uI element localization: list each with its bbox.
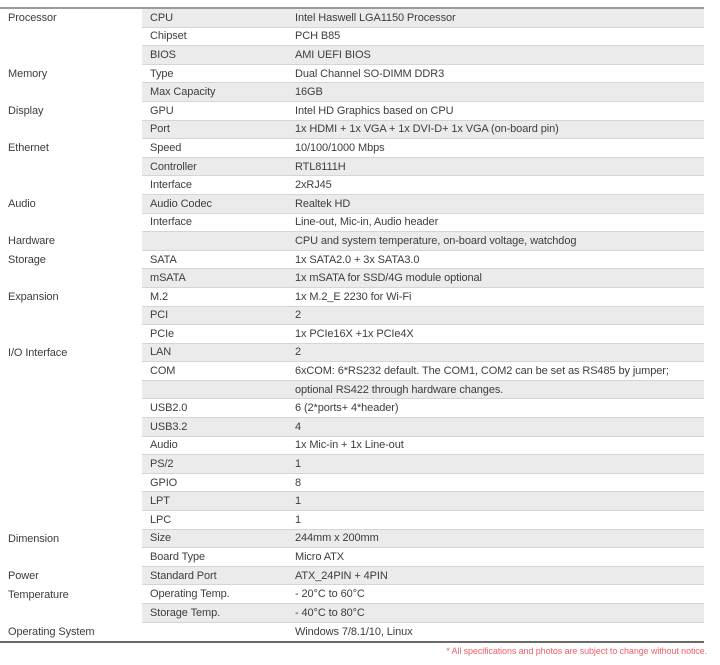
category-cell xyxy=(0,548,142,567)
spec-row xyxy=(0,325,704,344)
item-cell: Standard Port xyxy=(150,569,217,582)
item-cell: M.2 xyxy=(150,290,169,303)
category-cell xyxy=(0,46,142,65)
row-body xyxy=(142,158,704,177)
spec-row xyxy=(0,9,704,28)
item-cell: Interface xyxy=(150,216,192,229)
value-cell: 6xCOM: 6*RS232 default. The COM1, COM2 can be set as RS485 by jumper; xyxy=(295,365,669,378)
item-cell: GPU xyxy=(150,104,174,117)
category-cell xyxy=(0,362,142,381)
spec-row xyxy=(0,567,704,586)
item-cell: COM xyxy=(150,365,176,378)
value-cell: 1x HDMI + 1x VGA + 1x DVI-D+ 1x VGA (on-board pin) xyxy=(295,123,559,136)
value-cell: 1x mSATA for SSD/4G module optional xyxy=(295,272,482,285)
item-cell: Board Type xyxy=(150,551,206,564)
category-cell xyxy=(0,604,142,623)
row-body xyxy=(142,530,704,549)
item-cell: Controller xyxy=(150,160,197,173)
row-body xyxy=(142,288,704,307)
row-body xyxy=(142,195,704,214)
row-body xyxy=(142,65,704,84)
value-cell: Realtek HD xyxy=(295,197,351,210)
category-cell xyxy=(0,28,142,47)
row-body xyxy=(142,9,704,28)
spec-row xyxy=(0,158,704,177)
value-cell: 1 xyxy=(295,458,302,471)
spec-row xyxy=(0,344,704,363)
spec-row xyxy=(0,195,704,214)
item-cell: mSATA xyxy=(150,272,186,285)
spec-row xyxy=(0,585,704,604)
item-cell: Speed xyxy=(150,141,182,154)
spec-row xyxy=(0,28,704,47)
spec-table-rows xyxy=(0,9,704,641)
row-body xyxy=(142,176,704,195)
spec-row xyxy=(0,455,704,474)
item-cell: PCIe xyxy=(150,327,175,340)
category-cell xyxy=(0,455,142,474)
spec-row xyxy=(0,604,704,623)
spec-row xyxy=(0,251,704,270)
item-cell: Chipset xyxy=(150,30,187,43)
item-cell: Port xyxy=(150,123,170,136)
item-cell: Type xyxy=(150,67,174,80)
category-cell: I/O Interface xyxy=(8,346,68,359)
value-cell: 244mm x 200mm xyxy=(295,532,379,545)
spec-row xyxy=(0,46,704,65)
category-cell xyxy=(0,474,142,493)
row-body xyxy=(142,269,704,288)
value-cell: 1 xyxy=(295,513,302,526)
row-body xyxy=(142,307,704,326)
spec-row xyxy=(0,83,704,102)
item-cell: USB2.0 xyxy=(150,402,188,415)
row-body xyxy=(142,567,704,586)
item-cell: Max Capacity xyxy=(150,86,216,99)
value-cell: 1x M.2_E 2230 for Wi-Fi xyxy=(295,290,412,303)
value-cell: 16GB xyxy=(295,86,323,99)
category-cell xyxy=(0,511,142,530)
value-cell: RTL8111H xyxy=(295,160,346,173)
category-cell: Operating System xyxy=(8,625,95,638)
value-cell: 4 xyxy=(295,420,302,433)
row-body xyxy=(142,511,704,530)
spec-row xyxy=(0,121,704,140)
value-cell: Micro ATX xyxy=(295,551,345,564)
row-body xyxy=(142,46,704,65)
spec-row xyxy=(0,492,704,511)
category-cell: Memory xyxy=(8,68,48,81)
spec-row xyxy=(0,511,704,530)
spec-row xyxy=(0,102,704,121)
category-cell: Power xyxy=(8,570,39,583)
row-body xyxy=(142,492,704,511)
item-cell: Interface xyxy=(150,179,192,192)
spec-row xyxy=(0,176,704,195)
value-cell: Windows 7/8.1/10, Linux xyxy=(295,625,413,638)
spec-row xyxy=(0,399,704,418)
item-cell: LPT xyxy=(150,495,170,508)
row-body xyxy=(142,362,704,381)
category-cell xyxy=(0,381,142,400)
value-cell: - 40°C to 80°C xyxy=(295,606,365,619)
category-cell xyxy=(0,307,142,326)
row-body xyxy=(142,585,704,604)
category-cell: Hardware xyxy=(8,235,55,248)
row-body xyxy=(142,28,704,47)
value-cell: Intel HD Graphics based on CPU xyxy=(295,104,454,117)
item-cell: USB3.2 xyxy=(150,420,188,433)
value-cell: 1 xyxy=(295,495,302,508)
category-cell xyxy=(0,437,142,456)
value-cell: PCH B85 xyxy=(295,30,341,43)
row-body xyxy=(142,251,704,270)
value-cell: - 20°C to 60°C xyxy=(295,588,365,601)
category-cell xyxy=(0,418,142,437)
row-body xyxy=(142,102,704,121)
value-cell: 6 (2*ports+ 4*header) xyxy=(295,402,399,415)
spec-row xyxy=(0,269,704,288)
row-body xyxy=(142,83,704,102)
row-body xyxy=(142,232,704,251)
spec-row xyxy=(0,437,704,456)
row-body xyxy=(142,214,704,233)
spec-row xyxy=(0,214,704,233)
category-cell xyxy=(0,121,142,140)
row-body xyxy=(142,344,704,363)
row-body xyxy=(142,381,704,400)
category-cell xyxy=(0,83,142,102)
value-cell: 10/100/1000 Mbps xyxy=(295,141,385,154)
row-body xyxy=(142,437,704,456)
row-body xyxy=(142,474,704,493)
row-body xyxy=(142,325,704,344)
category-cell: Display xyxy=(8,105,44,118)
spec-table xyxy=(0,7,704,643)
category-cell: Processor xyxy=(8,12,57,25)
value-cell: 1x Mic-in + 1x Line-out xyxy=(295,439,404,452)
spec-row xyxy=(0,65,704,84)
row-body xyxy=(142,604,704,623)
row-body xyxy=(142,623,704,642)
category-cell: Storage xyxy=(8,254,46,267)
value-cell: 1x PCIe16X +1x PCIe4X xyxy=(295,327,414,340)
item-cell: Storage Temp. xyxy=(150,606,221,619)
row-body xyxy=(142,139,704,158)
category-cell: Ethernet xyxy=(8,142,49,155)
category-cell: Expansion xyxy=(8,291,59,304)
value-cell: 2 xyxy=(295,309,302,322)
item-cell: Size xyxy=(150,532,171,545)
value-cell: 2 xyxy=(295,346,302,359)
spec-row xyxy=(0,474,704,493)
row-body xyxy=(142,121,704,140)
category-cell: Audio xyxy=(8,198,36,211)
value-cell: Dual Channel SO-DIMM DDR3 xyxy=(295,67,445,80)
item-cell: SATA xyxy=(150,253,177,266)
spec-row xyxy=(0,623,704,642)
value-cell: CPU and system temperature, on-board voltage, watchdog xyxy=(295,234,577,247)
item-cell: PS/2 xyxy=(150,458,174,471)
value-cell: optional RS422 through hardware changes. xyxy=(295,383,504,396)
spec-row xyxy=(0,381,704,400)
item-cell: Audio Codec xyxy=(150,197,212,210)
item-cell: CPU xyxy=(150,11,173,24)
item-cell: Audio xyxy=(150,439,178,452)
value-cell: Intel Haswell LGA1150 Processor xyxy=(295,11,456,24)
category-cell xyxy=(0,325,142,344)
category-cell xyxy=(0,176,142,195)
value-cell: AMI UEFI BIOS xyxy=(295,48,371,61)
row-body xyxy=(142,455,704,474)
spec-row xyxy=(0,288,704,307)
category-cell xyxy=(0,214,142,233)
value-cell: 2xRJ45 xyxy=(295,179,332,192)
spec-row xyxy=(0,418,704,437)
value-cell: 8 xyxy=(295,476,302,489)
item-cell: Operating Temp. xyxy=(150,588,230,601)
spec-row xyxy=(0,232,704,251)
category-cell: Temperature xyxy=(8,588,69,601)
spec-row xyxy=(0,362,704,381)
row-body xyxy=(142,399,704,418)
value-cell: ATX_24PIN + 4PIN xyxy=(295,569,388,582)
value-cell: 1x SATA2.0 + 3x SATA3.0 xyxy=(295,253,420,266)
row-body xyxy=(142,418,704,437)
category-cell xyxy=(0,158,142,177)
spec-row xyxy=(0,548,704,567)
category-cell xyxy=(0,492,142,511)
item-cell: PCI xyxy=(150,309,169,322)
row-body xyxy=(142,548,704,567)
category-cell xyxy=(0,269,142,288)
value-cell: Line-out, Mic-in, Audio header xyxy=(295,216,439,229)
item-cell: GPIO xyxy=(150,476,178,489)
spec-row xyxy=(0,530,704,549)
spec-row xyxy=(0,307,704,326)
disclaimer-note: * All specifications and photos are subject to change without notice. xyxy=(446,646,707,656)
item-cell: BIOS xyxy=(150,48,176,61)
item-cell: LAN xyxy=(150,346,172,359)
spec-row xyxy=(0,139,704,158)
category-cell: Dimension xyxy=(8,532,60,545)
category-cell xyxy=(0,399,142,418)
item-cell: LPC xyxy=(150,513,172,526)
